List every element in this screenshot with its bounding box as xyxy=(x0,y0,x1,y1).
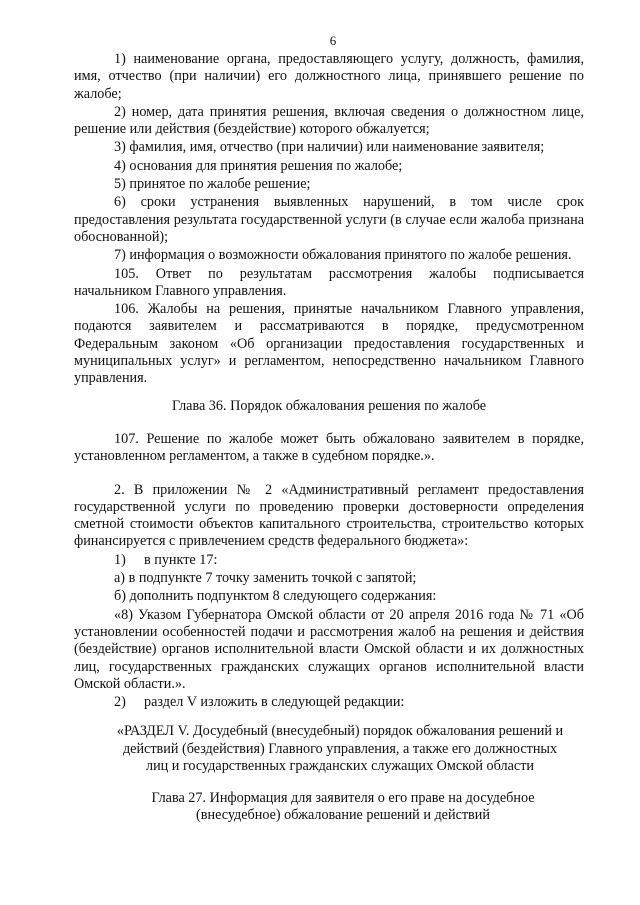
paragraph-item-6: 6) сроки устранения выявленных нарушений, в том числе срок предоставления результата государственной услуги (в случае если жалоба признана обоснованной); xyxy=(74,194,584,245)
paragraph-item-5: 5) принятое по жалобе решение; xyxy=(114,176,311,193)
paragraph-107: 107. Решение по жалобе может быть обжаловано заявителем в порядке, установленном регламентом, а также в судебном порядке.». xyxy=(74,430,584,465)
document-page xyxy=(74,34,584,825)
item-1 xyxy=(74,552,584,569)
item-2-text: раздел V изложить в следующей редакции: xyxy=(144,694,405,711)
item-1-text: в пункте 17: xyxy=(144,551,218,568)
item-a: а) в подпункте 7 точку заменить точкой с запятой; xyxy=(114,570,417,587)
section-v-heading: «РАЗДЕЛ V. Досудебный (внесудебный) порядок обжалования решений и действий (бездействия) Главного управления, а также его должностных лиц и государственных гражданских служащих Омской области xyxy=(116,723,564,775)
paragraph-item-3: 3) фамилия, имя, отчество (при наличии) или наименование заявителя; xyxy=(114,139,545,156)
item-2 xyxy=(74,694,584,711)
paragraph-2: 2. В приложении № 2 «Административный регламент предоставления государственной услуги по проведению проверки достоверности определения сметной стоимости объектов капитального строительства, строительство которых финансируется с привлечением средств федерального бюджета»: xyxy=(74,481,584,550)
chapter-27-title: Глава 27. Информация для заявителя о его праве на досудебное (внесудебное) обжалование решений и действий xyxy=(151,789,535,824)
item-b: б) дополнить подпунктом 8 следующего содержания: xyxy=(114,588,437,605)
paragraph-105: 105. Ответ по результатам рассмотрения жалобы подписывается начальником Главного управления. xyxy=(74,265,584,299)
paragraph-8-quote: «8) Указом Губернатора Омской области от 20 апреля 2016 года № 71 «Об установлении особенностей подачи и рассмотрения жалоб на решения и действия (бездействие) органов исполнительной власти Омской области и их должностных лиц, государственных гражданских служащих органов исполнительной власти Омской области.». xyxy=(74,606,584,692)
paragraph-item-7: 7) информация о возможности обжалования принятого по жалобе решения. xyxy=(114,247,572,264)
spacer xyxy=(74,467,584,482)
paragraph-106: 106. Жалобы на решения, принятые начальником Главного управления, подаются заявителем и рассматриваются в порядке, предусмотренном Федеральным законом «Об организации предоставления государственных и муниципальных услуг» и регламентом, непосредственно начальником Главного управления. xyxy=(74,301,584,387)
paragraph-item-1: 1) наименование органа, предоставляющего услугу, должность, фамилия, имя, отчество (при наличии) его должностного лица, принявшего решение по жалобе; xyxy=(74,51,584,102)
page-number: 6 xyxy=(329,33,337,48)
paragraph-item-2: 2) номер, дата принятия решения, включая сведения о должностном лице, решение или действия (бездействие) которого обжалуется; xyxy=(74,103,584,138)
item-2-number: 2) xyxy=(114,694,126,711)
paragraph-item-4: 4) основания для принятия решения по жалобе; xyxy=(114,157,403,174)
item-1-number: 1) xyxy=(114,551,126,568)
chapter-36-title: Глава 36. Порядок обжалования решения по жалобе xyxy=(171,397,487,414)
